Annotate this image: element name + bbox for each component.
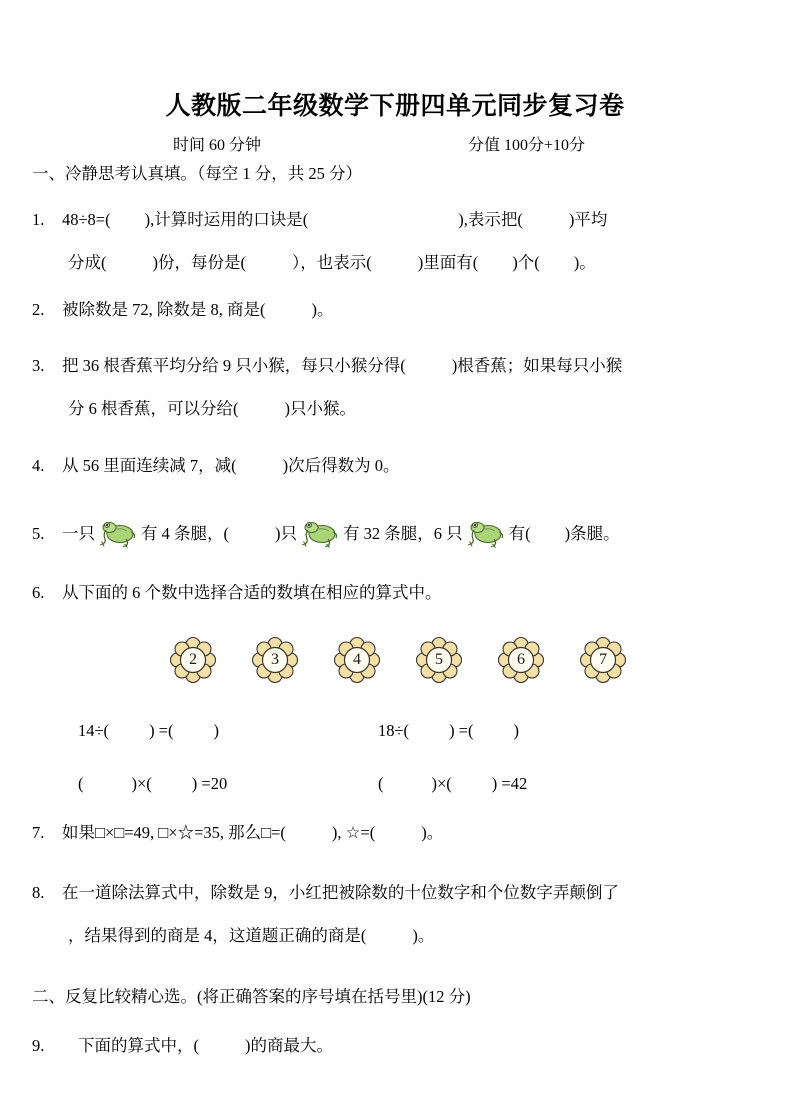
question-5-text-a1: 一只 (62, 524, 95, 543)
question-6-text-a1: 从下面的 6 个数中选择合适的数填在相应的算式中。 (62, 583, 442, 602)
question-7 (32, 825, 774, 842)
number-flower-2[interactable] (251, 636, 299, 684)
number-flower-label: 3 (271, 651, 279, 668)
equation-text: ( (78, 774, 84, 793)
equation-text: ) =20 (191, 774, 228, 793)
question-5-text-a6: )条腿。 (564, 524, 620, 543)
question-7-line-1 (32, 825, 774, 842)
number-flower-label: 6 (517, 651, 525, 668)
question-1-text-b4: )里面有( (417, 252, 479, 272)
question-1-line-2 (32, 252, 774, 272)
question-6-line-1 (32, 585, 774, 602)
question-5 (32, 518, 774, 548)
question-1-text-b6: )。 (573, 252, 596, 272)
question-1-text-a3: ),表示把( (458, 210, 523, 229)
question-8 (32, 885, 774, 944)
number-flower-5[interactable] (497, 636, 545, 684)
question-1-text-b3: ），也表示( (292, 252, 372, 272)
question-1-text-a1: 48÷8=( (62, 210, 111, 229)
exam-meta-row (0, 132, 790, 154)
equation-text: ) (513, 721, 519, 740)
equation-1-right (378, 721, 519, 741)
question-5-number: 5. (32, 524, 45, 543)
question-3-text-a1: 把 36 根香蕉平均分给 9 只小猴，每只小猴分得( (62, 356, 406, 375)
question-2-text-a2: )。 (311, 300, 334, 319)
question-5-text-a4: 有 32 条腿，6 只 (343, 524, 463, 543)
question-1-number: 1. (32, 210, 45, 229)
question-9 (32, 1038, 774, 1055)
question-8-text-b1: ，结果得到的商是 4，这道题正确的商是( (68, 925, 367, 945)
question-1-text-a2: ),计算时运用的口诀是( (144, 210, 309, 229)
question-9-text-a1: 下面的算式中，( (78, 1036, 199, 1055)
question-4-line-1 (32, 458, 774, 475)
question-8-text-b2: )。 (412, 925, 435, 945)
question-1 (32, 212, 774, 271)
question-1-text-b1: 分成( (68, 252, 107, 272)
question-3-line-2 (32, 398, 774, 418)
question-2-number: 2. (32, 300, 45, 319)
question-2-line-1 (32, 302, 774, 319)
equation-text: 14÷( (78, 721, 110, 740)
number-flower-6[interactable] (579, 636, 627, 684)
question-1-text-b5: )个( (512, 252, 540, 272)
frog-icon (464, 518, 508, 548)
equation-1-left (78, 721, 219, 741)
frog-icon (96, 518, 140, 548)
question-3-text-b2: )只小猴。 (284, 398, 356, 418)
number-flower-1[interactable] (169, 636, 217, 684)
equation-text: ) =( (149, 721, 174, 740)
question-1-line-1 (32, 212, 774, 229)
equation-text: 18÷( (378, 721, 410, 740)
question-8-number: 8. (32, 883, 45, 902)
frog-icon (298, 518, 342, 548)
question-3 (32, 358, 774, 417)
number-flower-row (0, 636, 790, 688)
question-7-text-a2: ), ☆=( (331, 823, 376, 842)
equation-row-1 (0, 721, 790, 743)
question-6 (32, 585, 774, 602)
question-9-number-slot (32, 1038, 78, 1055)
question-2-text-a1: 被除数是 72, 除数是 8, 商是( (62, 300, 266, 319)
question-5-line-1 (32, 518, 774, 548)
equation-row-2 (0, 774, 790, 796)
question-5-text-a5: 有( (508, 524, 531, 543)
question-8-line-1 (32, 885, 774, 902)
exam-time-label: 时间 60 分钟 (173, 137, 262, 154)
question-6-number: 6. (32, 583, 45, 602)
question-3-text-a2: )根香蕉；如果每只小猴 (451, 356, 623, 375)
equation-text: )×( (131, 774, 152, 793)
question-5-text-a2: 有 4 条腿，( (141, 524, 229, 543)
number-flower-label: 7 (599, 651, 607, 668)
number-flower-label: 5 (435, 651, 443, 668)
question-8-line-2 (32, 925, 774, 945)
question-7-number: 7. (32, 823, 45, 842)
equation-text: ) (213, 721, 219, 740)
question-3-text-b1: 分 6 根香蕉，可以分给( (68, 398, 239, 418)
section-heading-2: 二、反复比较精心选。(将正确答案的序号填在括号里)(12 分) (32, 987, 471, 1006)
question-8-text-a1: 在一道除法算式中，除数是 9，小红把被除数的十位数字和个位数字弄颠倒了 (62, 883, 619, 902)
number-flower-label: 4 (353, 651, 361, 668)
question-4-text-a1: 从 56 里面连续减 7，减( (62, 456, 237, 475)
equation-text: ) =42 (491, 774, 528, 793)
question-7-text-a3: )。 (421, 823, 444, 842)
equation-text: ( (378, 774, 384, 793)
number-flower-label: 2 (189, 651, 197, 668)
number-flower-3[interactable] (333, 636, 381, 684)
question-4-number: 4. (32, 456, 45, 475)
equation-text: ) =( (449, 721, 474, 740)
question-2 (32, 302, 774, 319)
equation-2-left (78, 774, 227, 794)
question-1-text-a4: )平均 (568, 210, 608, 229)
page-title: 人教版二年级数学下册四单元同步复习卷 (165, 91, 625, 120)
number-flower-4[interactable] (415, 636, 463, 684)
question-3-line-1 (32, 358, 774, 375)
equation-text: )×( (431, 774, 452, 793)
question-5-text-a3: )只 (275, 524, 297, 543)
question-3-number: 3. (32, 356, 45, 375)
equation-2-right (378, 774, 527, 794)
question-1-text-b2: )份，每份是( (152, 252, 246, 272)
question-9-line-1 (32, 1038, 774, 1055)
question-9-number: 9. (32, 1036, 45, 1055)
exam-score-label: 分值 100分+10分 (468, 137, 586, 154)
question-4 (32, 458, 774, 475)
question-9-text-a2: )的商最大。 (245, 1036, 333, 1055)
question-4-text-a2: )次后得数为 0。 (282, 456, 400, 475)
question-7-text-a1: 如果□×□=49, □×☆=35, 那么□=( (62, 823, 286, 842)
section-heading-1: 一、冷静思考认真填。（每空 1 分，共 25 分） (32, 164, 362, 183)
